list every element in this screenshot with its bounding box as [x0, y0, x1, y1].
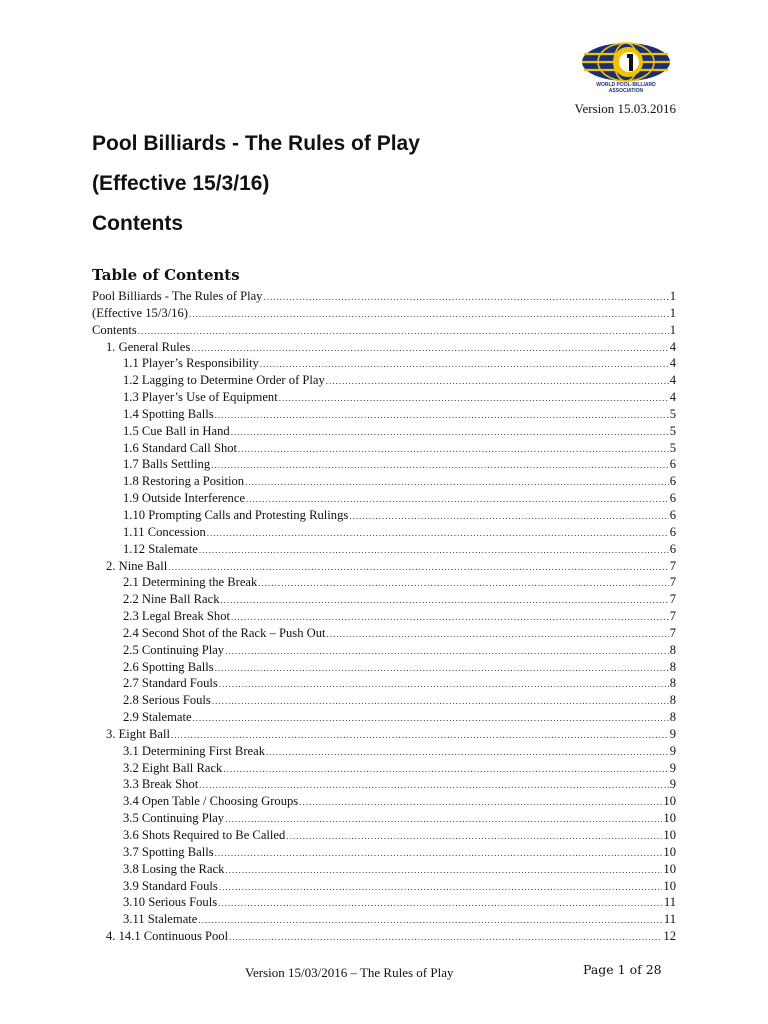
toc-entry-title: 3.6 Shots Required to Be Called — [123, 828, 286, 842]
wpa-logo — [580, 40, 672, 100]
toc-entry-title: 3.9 Standard Fouls — [123, 878, 218, 893]
toc-entry-page: 4 — [669, 356, 676, 371]
toc-entry-title: Pool Billiards - The Rules of Play — [92, 289, 263, 303]
toc-dot-leader — [326, 376, 669, 386]
toc-entry-title: 3.10 Serious Fouls — [123, 895, 218, 910]
effective-date-heading: (Effective 15/3/16) — [92, 172, 270, 195]
toc-entry-title: 1.2 Lagging to Determine Order of Play — [123, 373, 325, 388]
toc-entry-title: 3.11 Stalemate — [123, 912, 198, 927]
toc-entry-title: 2.1 Determining the Break — [123, 575, 258, 590]
toc-dot-leader — [260, 359, 669, 369]
toc-heading: Table of Contents — [92, 266, 240, 284]
toc-dot-leader — [229, 932, 662, 942]
toc-dot-leader — [171, 730, 669, 740]
toc-dot-leader — [168, 562, 668, 572]
toc-entry-title: 1.9 Outside Interference — [123, 491, 246, 506]
toc-entry[interactable] — [92, 340, 676, 357]
toc-dot-leader — [266, 747, 669, 757]
toc-dot-leader — [299, 797, 662, 807]
toc-entry-page: 7 — [669, 609, 676, 624]
toc-dot-leader — [225, 646, 669, 656]
toc-dot-leader — [349, 511, 668, 521]
table-of-contents — [92, 289, 676, 946]
toc-entry[interactable] — [92, 676, 676, 693]
toc-entry-title: 2.4 Second Shot of the Rack – Push Out — [123, 625, 326, 640]
toc-entry[interactable] — [92, 845, 676, 862]
toc-dot-leader — [215, 663, 669, 673]
toc-dot-leader — [219, 679, 669, 689]
toc-entry-page: 5 — [669, 406, 676, 421]
toc-entry[interactable] — [92, 323, 676, 340]
toc-entry-page: 8 — [669, 676, 676, 691]
toc-entry[interactable] — [92, 609, 676, 626]
toc-entry[interactable] — [92, 373, 676, 390]
toc-dot-leader — [219, 882, 663, 892]
toc-entry-page: 10 — [663, 844, 676, 859]
toc-entry[interactable] — [92, 727, 676, 744]
toc-entry-title: 2.7 Standard Fouls — [123, 676, 218, 691]
toc-entry-page: 7 — [669, 575, 676, 590]
toc-entry-page: 6 — [669, 507, 676, 522]
toc-entry[interactable] — [92, 592, 676, 609]
toc-entry-page: 10 — [663, 828, 676, 842]
toc-entry[interactable] — [92, 626, 676, 643]
toc-entry[interactable] — [92, 879, 676, 896]
toc-entry-title: 1.11 Concession — [123, 524, 206, 539]
toc-entry-title: 3.7 Spotting Balls — [123, 844, 214, 859]
toc-entry[interactable] — [92, 828, 676, 845]
toc-entry[interactable] — [92, 542, 676, 559]
toc-entry[interactable] — [92, 744, 676, 761]
toc-dot-leader — [207, 528, 669, 538]
toc-entry-title: 3.5 Continuing Play — [123, 811, 225, 826]
toc-entry[interactable] — [92, 390, 676, 407]
toc-entry[interactable] — [92, 508, 676, 525]
toc-entry[interactable] — [92, 306, 676, 323]
toc-entry-page: 6 — [669, 524, 676, 539]
toc-entry[interactable] — [92, 457, 676, 474]
page-number: Page 1 of 28 — [583, 962, 662, 977]
toc-entry-page: 9 — [669, 743, 676, 758]
toc-entry-title: 2.5 Continuing Play — [123, 642, 225, 657]
toc-entry[interactable] — [92, 929, 676, 946]
toc-entry[interactable] — [92, 895, 676, 912]
toc-dot-leader — [215, 410, 669, 420]
toc-entry[interactable] — [92, 491, 676, 508]
toc-entry-page: 1 — [669, 305, 676, 320]
toc-entry-page: 8 — [669, 693, 676, 708]
toc-dot-leader — [199, 780, 668, 790]
toc-dot-leader — [231, 427, 669, 437]
toc-entry-title: 1.10 Prompting Calls and Protesting Rulings — [123, 507, 349, 522]
toc-entry-title: 4. 14.1 Continuous Pool — [106, 929, 229, 944]
toc-entry[interactable] — [92, 407, 676, 424]
toc-dot-leader — [327, 629, 669, 639]
toc-dot-leader — [245, 477, 669, 487]
toc-dot-leader — [286, 831, 662, 841]
toc-dot-leader — [191, 343, 668, 353]
toc-entry-page: 8 — [669, 710, 676, 725]
toc-entry[interactable] — [92, 525, 676, 542]
toc-entry-page: 9 — [669, 777, 676, 792]
toc-entry-title: 3. Eight Ball — [106, 726, 171, 741]
toc-entry-title: 1.12 Stalemate — [123, 541, 198, 556]
toc-entry-title: 1. General Rules — [106, 339, 191, 354]
toc-entry-title: 3.1 Determining First Break — [123, 743, 266, 758]
toc-entry-title: 2.8 Serious Fouls — [123, 693, 211, 708]
toc-entry-title: 1.5 Cue Ball in Hand — [123, 423, 230, 438]
toc-entry-page: 6 — [669, 541, 676, 556]
toc-entry[interactable] — [92, 559, 676, 576]
toc-entry-page: 5 — [669, 423, 676, 438]
toc-dot-leader — [258, 578, 668, 588]
toc-entry[interactable] — [92, 777, 676, 794]
toc-entry-title: 2. Nine Ball — [106, 558, 168, 573]
toc-dot-leader — [225, 865, 662, 875]
toc-dot-leader — [198, 915, 662, 925]
toc-entry-page: 8 — [669, 659, 676, 674]
toc-entry[interactable] — [92, 912, 676, 929]
toc-entry-page: 6 — [669, 491, 676, 506]
toc-dot-leader — [238, 444, 669, 454]
toc-dot-leader — [193, 713, 669, 723]
toc-entry-page: 9 — [669, 726, 676, 741]
toc-entry-page: 10 — [663, 861, 676, 876]
toc-dot-leader — [246, 494, 669, 504]
toc-entry[interactable] — [92, 761, 676, 778]
toc-entry-title: Contents — [92, 322, 137, 337]
toc-entry-page: 1 — [669, 322, 676, 337]
toc-entry-title: 1.6 Standard Call Shot — [123, 440, 238, 455]
toc-entry-page: 7 — [669, 558, 676, 573]
toc-entry-page: 12 — [663, 929, 676, 944]
toc-entry[interactable] — [92, 693, 676, 710]
toc-entry[interactable] — [92, 356, 676, 373]
toc-entry-page: 8 — [669, 642, 676, 657]
contents-heading: Contents — [92, 212, 183, 235]
toc-entry-page: 4 — [669, 339, 676, 354]
toc-entry-page: 10 — [663, 794, 676, 809]
toc-entry-page: 4 — [669, 373, 676, 388]
toc-dot-leader — [138, 326, 669, 336]
toc-dot-leader — [218, 898, 663, 908]
toc-entry-page: 4 — [669, 390, 676, 405]
globe-emblem-icon — [580, 40, 672, 84]
toc-entry[interactable] — [92, 660, 676, 677]
toc-dot-leader — [279, 393, 669, 403]
toc-dot-leader — [212, 696, 669, 706]
toc-dot-leader — [215, 848, 663, 858]
toc-entry-page: 10 — [663, 811, 676, 826]
toc-entry[interactable] — [92, 643, 676, 660]
toc-entry-page: 7 — [669, 625, 676, 640]
toc-entry-page: 11 — [663, 912, 676, 927]
logo-wordmark: WORLD POOL-BILLIARD ASSOCIATION — [596, 82, 656, 94]
toc-entry-page: 6 — [669, 474, 676, 489]
toc-entry-title: 3.3 Break Shot — [123, 777, 199, 792]
toc-entry-page: 5 — [669, 440, 676, 455]
toc-entry-title: 2.6 Spotting Balls — [123, 659, 214, 674]
toc-entry-title: 3.2 Eight Ball Rack — [123, 760, 223, 775]
toc-entry-page: 1 — [669, 289, 676, 303]
toc-dot-leader — [211, 460, 669, 470]
toc-entry-title: 2.9 Stalemate — [123, 710, 192, 725]
toc-entry-page: 11 — [663, 895, 676, 910]
toc-dot-leader — [225, 814, 662, 824]
toc-entry-title: 2.3 Legal Break Shot — [123, 609, 231, 624]
toc-entry-title: 2.2 Nine Ball Rack — [123, 592, 220, 607]
toc-entry[interactable] — [92, 862, 676, 879]
footer-text: Version 15/03/2016 – The Rules of Play — [245, 965, 454, 980]
toc-entry-title: (Effective 15/3/16) — [92, 305, 188, 320]
toc-entry-page: 9 — [669, 760, 676, 775]
toc-entry[interactable] — [92, 474, 676, 491]
toc-entry-title: 3.8 Losing the Rack — [123, 861, 225, 876]
toc-entry-title: 1.8 Restoring a Position — [123, 474, 245, 489]
toc-entry-page: 6 — [669, 457, 676, 472]
toc-entry-page: 7 — [669, 592, 676, 607]
toc-entry[interactable] — [92, 811, 676, 828]
toc-entry-title: 1.1 Player’s Responsibility — [123, 356, 259, 371]
toc-entry-title: 1.3 Player’s Use of Equipment — [123, 390, 278, 405]
toc-entry-title: 1.4 Spotting Balls — [123, 406, 214, 421]
toc-dot-leader — [223, 764, 668, 774]
document-title: Pool Billiards - The Rules of Play — [92, 132, 420, 155]
toc-dot-leader — [231, 612, 669, 622]
toc-entry[interactable] — [92, 424, 676, 441]
toc-entry[interactable] — [92, 710, 676, 727]
toc-entry-title: 1.7 Balls Settling — [123, 457, 211, 472]
toc-dot-leader — [263, 292, 668, 302]
toc-entry[interactable] — [92, 441, 676, 458]
toc-entry[interactable] — [92, 289, 676, 306]
toc-dot-leader — [199, 545, 669, 555]
toc-entry[interactable] — [92, 575, 676, 592]
toc-dot-leader — [221, 595, 669, 605]
toc-dot-leader — [189, 309, 669, 319]
toc-entry-title: 3.4 Open Table / Choosing Groups — [123, 794, 299, 809]
version-label: Version 15.03.2016 — [574, 101, 676, 116]
toc-entry-page: 10 — [663, 878, 676, 893]
toc-entry[interactable] — [92, 794, 676, 811]
